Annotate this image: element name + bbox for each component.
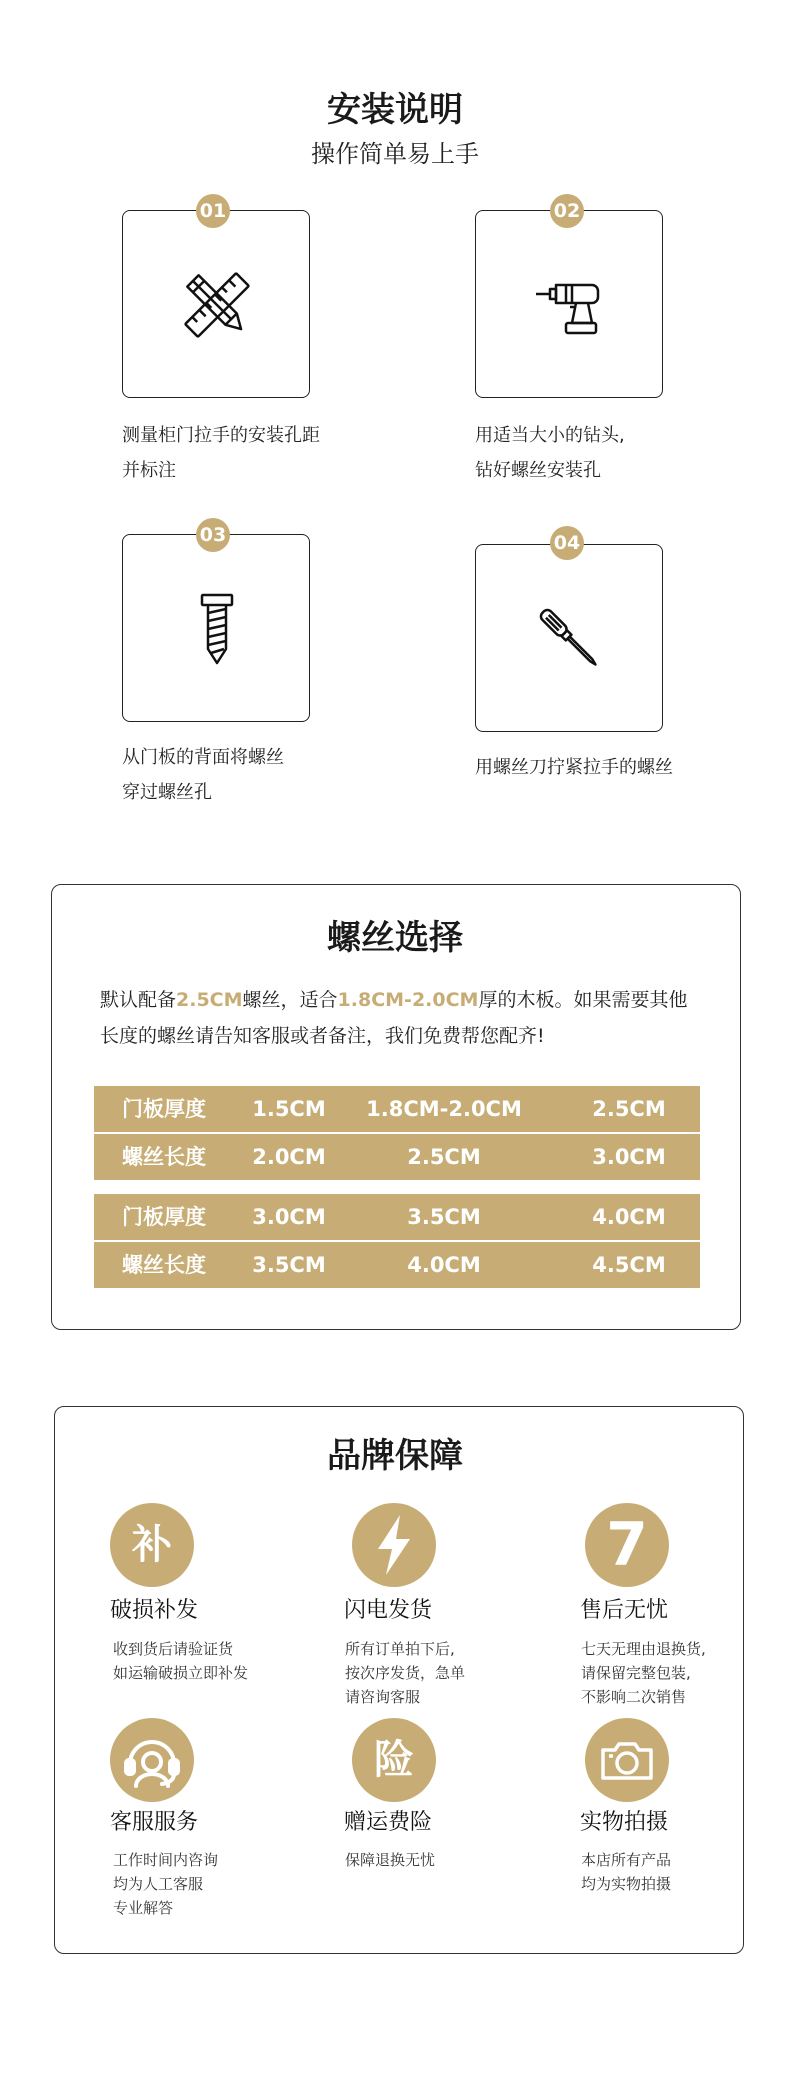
install-subtitle: 操作简单易上手 [311, 140, 479, 168]
step-badge-1: 01 [196, 194, 230, 228]
screwdriver-icon [530, 599, 610, 679]
table-row: 螺丝长度 3.5CM 4.0CM 4.5CM [94, 1242, 700, 1288]
step-text-3: 从门板的背面将螺丝 穿过螺丝孔 [122, 747, 284, 803]
brand-item-title: 客服服务 [110, 1810, 199, 1835]
step-badge-2: 02 [550, 194, 584, 228]
brand-item-desc: 保障退换无忧 [345, 1851, 436, 1869]
table-row: 门板厚度 1.5CM 1.8CM-2.0CM 2.5CM [94, 1086, 700, 1132]
step-card-4 [475, 544, 663, 732]
step-text-2: 用适当大小的钻头, 钻好螺丝安装孔 [475, 425, 625, 481]
screw-icon [177, 589, 257, 669]
step-badge-3: 03 [196, 518, 230, 552]
table-row: 门板厚度 3.0CM 3.5CM 4.0CM [94, 1194, 700, 1240]
brand-item-desc: 收到货后请验证货 如运输破损立即补发 [113, 1640, 249, 1682]
power-drill-icon [530, 265, 610, 345]
step-text-1: 测量柜门拉手的安装孔距 并标注 [122, 425, 320, 481]
step-card-3 [122, 534, 310, 722]
brand-item-title: 闪电发货 [344, 1598, 433, 1623]
lightning-icon [352, 1503, 436, 1587]
camera-icon [585, 1718, 669, 1802]
brand-item-title: 赠运费险 [344, 1810, 433, 1835]
screw-title: 螺丝选择 [327, 918, 463, 958]
patch-icon: 补 [110, 1503, 194, 1587]
insurance-icon: 险 [352, 1718, 436, 1802]
brand-item-desc: 工作时间内咨询 均为人工客服 专业解答 [113, 1851, 219, 1917]
step-text-4: 用螺丝刀拧紧拉手的螺丝 [475, 757, 673, 778]
brand-item-desc: 所有订单拍下后, 按次序发货，急单 请咨询客服 [345, 1640, 466, 1706]
brand-item-title: 售后无忧 [580, 1598, 669, 1623]
install-title: 安装说明 [327, 90, 463, 130]
brand-item-title: 破损补发 [110, 1598, 199, 1623]
headset-icon [110, 1718, 194, 1802]
table-row: 螺丝长度 2.0CM 2.5CM 3.0CM [94, 1134, 700, 1180]
brand-item-desc: 本店所有产品 均为实物拍摄 [581, 1851, 672, 1893]
seven-icon: 7 [585, 1503, 669, 1587]
step-badge-4: 04 [550, 526, 584, 560]
brand-item-title: 实物拍摄 [580, 1810, 669, 1835]
ruler-pencil-icon [177, 265, 257, 345]
step-card-2 [475, 210, 663, 398]
brand-title: 品牌保障 [327, 1436, 463, 1476]
screw-description: 默认配备2.5CM螺丝，适合1.8CM-2.0CM厚的木板。如果需要其他 长度的螺丝请告知客服或者备注，我们免费帮您配齐! [100, 989, 688, 1047]
step-card-1 [122, 210, 310, 398]
brand-item-desc: 七天无理由退换货, 请保留完整包装, 不影响二次销售 [581, 1640, 706, 1706]
